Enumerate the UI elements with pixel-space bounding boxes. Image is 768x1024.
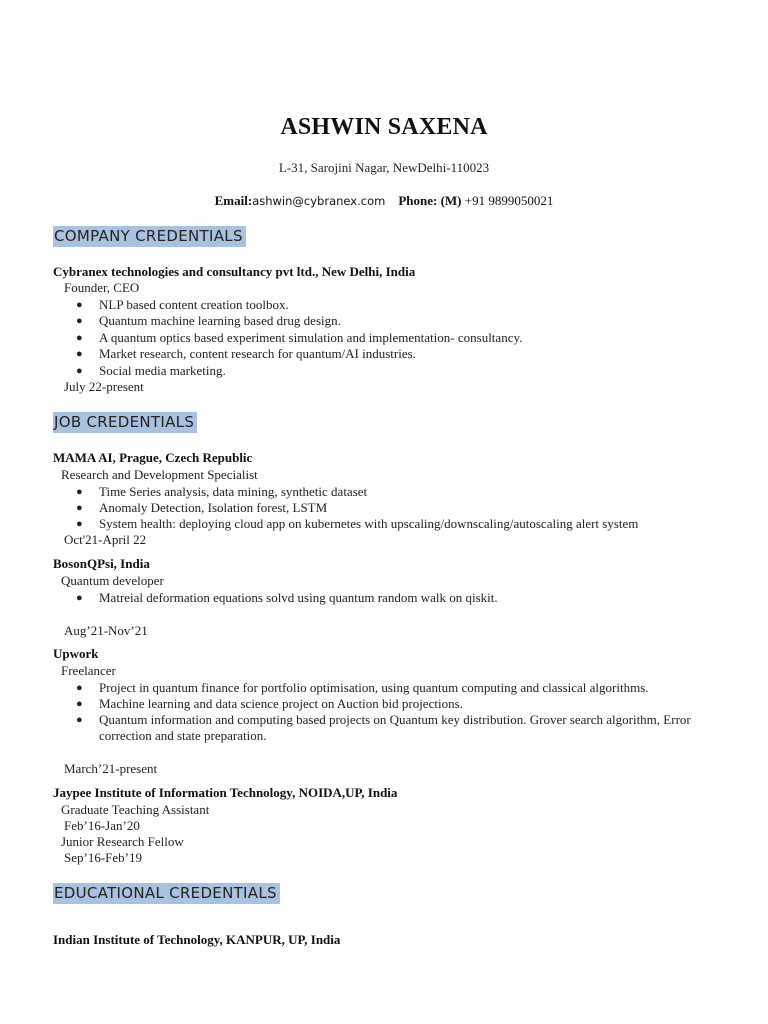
- list-item-text: Time Series analysis, data mining, synthetic dataset: [99, 484, 368, 499]
- job-role-boson: Quantum developer: [61, 573, 164, 588]
- section-header-company: COMPANY CREDENTIALS: [53, 226, 246, 247]
- education-org: Indian Institute of Technology, KANPUR, UP, India: [53, 932, 341, 947]
- list-item-text: System health: deploying cloud app on kubernetes with upscaling/downscaling/autoscaling alert system: [99, 516, 639, 531]
- job-org-upwork: Upwork: [53, 646, 99, 661]
- bullet-icon: ●: [76, 592, 83, 604]
- email-value: ashwin@cybranex.com: [252, 194, 386, 208]
- candidate-name: ASHWIN SAXENA: [280, 114, 488, 140]
- job-dates-jaypee-gta: Feb’16-Jan’20: [64, 818, 140, 833]
- job-org-jaypee: Jaypee Institute of Information Technology, NOIDA,UP, India: [53, 785, 398, 800]
- list-item-text: Quantum machine learning based drug design.: [99, 313, 341, 328]
- list-item-text: Market research, content research for quantum/AI industries.: [99, 346, 416, 361]
- bullet-icon: ●: [76, 332, 83, 344]
- bullet-icon: ●: [76, 714, 83, 726]
- job-org-mama: MAMA AI, Prague, Czech Republic: [53, 450, 253, 465]
- job-role-jaypee-gta: Graduate Teaching Assistant: [61, 802, 210, 817]
- list-item-text: Social media marketing.: [99, 363, 226, 378]
- bullet-icon: ●: [76, 502, 83, 514]
- list-item-text: Matreial deformation equations solvd using quantum random walk on qiskit.: [99, 590, 498, 605]
- section-header-education: EDUCATIONAL CREDENTIALS: [53, 883, 280, 904]
- bullet-icon: ●: [76, 486, 83, 498]
- list-item-text: NLP based content creation toolbox.: [99, 297, 289, 312]
- bullet-icon: ●: [76, 299, 83, 311]
- section-header-job: JOB CREDENTIALS: [53, 412, 197, 433]
- phone-label: Phone: (M): [398, 193, 462, 208]
- email-label: Email:: [214, 193, 253, 208]
- list-item-text: Quantum information and computing based projects on Quantum key distribution. Grover search algorithm, Error correction and state preparation.: [99, 712, 691, 743]
- bullet-icon: ●: [76, 348, 83, 360]
- phone-value: +91 9899050021: [464, 193, 554, 208]
- contact-line: [0, 193, 768, 209]
- job-org-boson: BosonQPsi, India: [53, 556, 150, 571]
- job-role-jaypee-jrf: Junior Research Fellow: [61, 834, 184, 849]
- bullet-icon: ●: [76, 682, 83, 694]
- job-role-mama: Research and Development Specialist: [61, 467, 258, 482]
- company-org: Cybranex technologies and consultancy pvt ltd., New Delhi, India: [53, 264, 416, 279]
- job-dates-boson: Aug’21-Nov’21: [64, 623, 148, 638]
- list-item-text: Project in quantum finance for portfolio optimisation, using quantum computing and classical algorithms.: [99, 680, 649, 695]
- company-dates: July 22-present: [64, 379, 144, 394]
- bullet-icon: ●: [76, 698, 83, 710]
- bullet-icon: ●: [76, 365, 83, 377]
- job-role-upwork: Freelancer: [61, 663, 116, 678]
- job-dates-upwork: March’21-present: [64, 761, 158, 776]
- bullet-icon: ●: [76, 315, 83, 327]
- company-role: Founder, CEO: [64, 280, 140, 295]
- list-item-text: A quantum optics based experiment simulation and implementation- consultancy.: [99, 330, 523, 345]
- list-item-text: Anomaly Detection, Isolation forest, LSTM: [99, 500, 328, 515]
- bullet-icon: ●: [76, 518, 83, 530]
- job-dates-mama: Oct'21-April 22: [64, 532, 147, 547]
- job-dates-jaypee-jrf: Sep’16-Feb’19: [64, 850, 142, 865]
- list-item-text: Machine learning and data science project on Auction bid projections.: [99, 696, 463, 711]
- address: L-31, Sarojini Nagar, NewDelhi-110023: [278, 160, 490, 175]
